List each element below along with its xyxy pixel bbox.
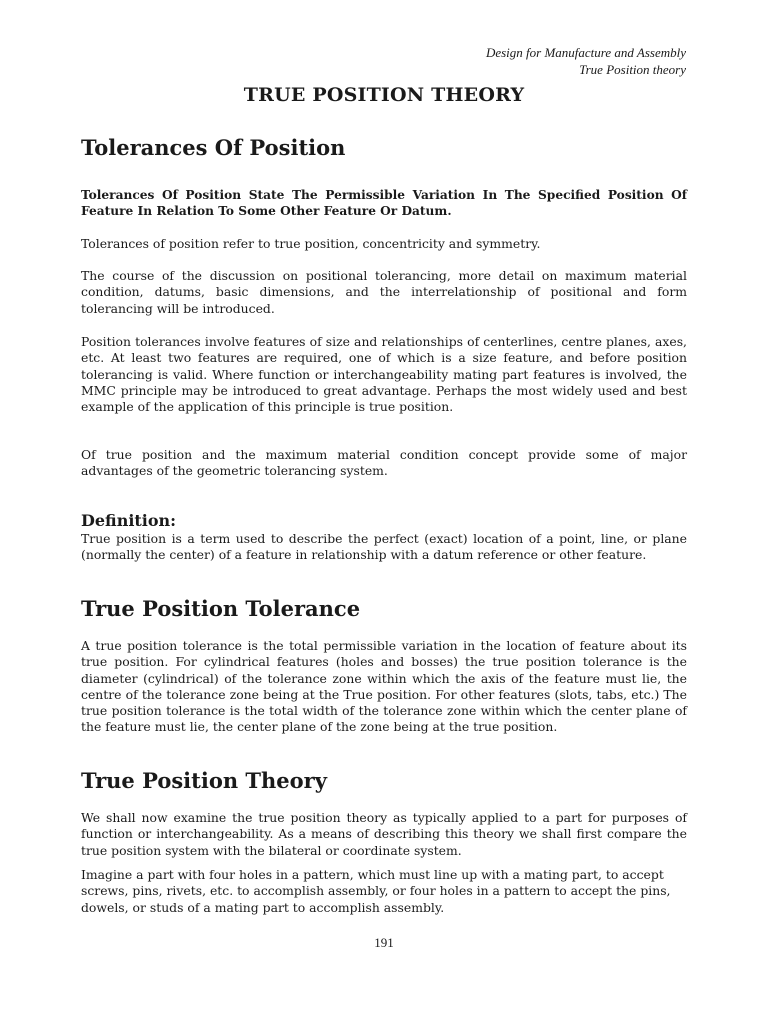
paragraph-mmc-advantages: Of true position and the maximum material condition concept provide some of major advantages of the geometric tolerancing system. <box>81 447 687 479</box>
header-chapter-title: True Position theory <box>579 62 686 77</box>
running-header <box>486 44 686 78</box>
page-number: 191 <box>374 935 394 950</box>
paragraph-theory-intro: We shall now examine the true position theory as typically applied to a part for purposes of function or interchangeability. As a means of describing this theory we shall first compare the true position system with the bilateral or coordinate system. <box>81 810 687 858</box>
section-heading-true-position-tolerance: True Position Tolerance <box>81 596 361 621</box>
paragraph-true-position-tolerance: A true position tolerance is the total permissible variation in the location of feature about its true position. For cylindrical features (holes and bosses) the true position tolerance is the diameter (cylindrical) of the tolerance zone within which the axis of the feature must lie, the centre of the tolerance zone being at the True position. For other features (slots, tabs, etc.) The true position tolerance is the total width of the tolerance zone within which the center plane of the feature must lie, the center plane of the zone being at the true position. <box>81 638 687 735</box>
page-title: TRUE POSITION THEORY <box>243 84 525 106</box>
header-book-title: Design for Manufacture and Assembly <box>485 45 686 60</box>
paragraph-position-tolerances: Position tolerances involve features of size and relationships of centerlines, centre planes, axes, etc. At least two features are required, one of which is a size feature, and before position tolerancing is valid. Where function or interchangeability mating part features is involved, the MMC principle may be introduced to great advantage. Perhaps the most widely used and best example of the application of this principle is true position. <box>81 334 687 415</box>
paragraph-four-holes: Imagine a part with four holes in a pattern, which must line up with a mating part, to accept screws, pins, rivets, etc. to accomplish assembly, or four holes in a pattern to accept the pins, dowels, or studs of a mating part to accomplish assembly. <box>81 867 671 915</box>
lead-statement: Tolerances Of Position State The Permissible Variation In The Specified Position Of Feature In Relation To Some Other Feature Or Datum. <box>81 188 687 219</box>
paragraph-discussion-course: The course of the discussion on positional tolerancing, more detail on maximum material condition, datums, basic dimensions, and the interrelationship of positional and form tolerancing will be introduced. <box>81 268 687 316</box>
definition-heading: Definition: <box>81 511 177 530</box>
section-heading-tolerances-of-position: Tolerances Of Position <box>81 135 346 160</box>
paragraph-position-types: Tolerances of position refer to true position, concentricity and symmetry. <box>81 236 541 251</box>
section-heading-true-position-theory: True Position Theory <box>81 768 327 793</box>
definition-text: True position is a term used to describe the perfect (exact) location of a point, line, or plane (normally the center) of a feature in relationship with a datum reference or other feature. <box>81 531 687 563</box>
